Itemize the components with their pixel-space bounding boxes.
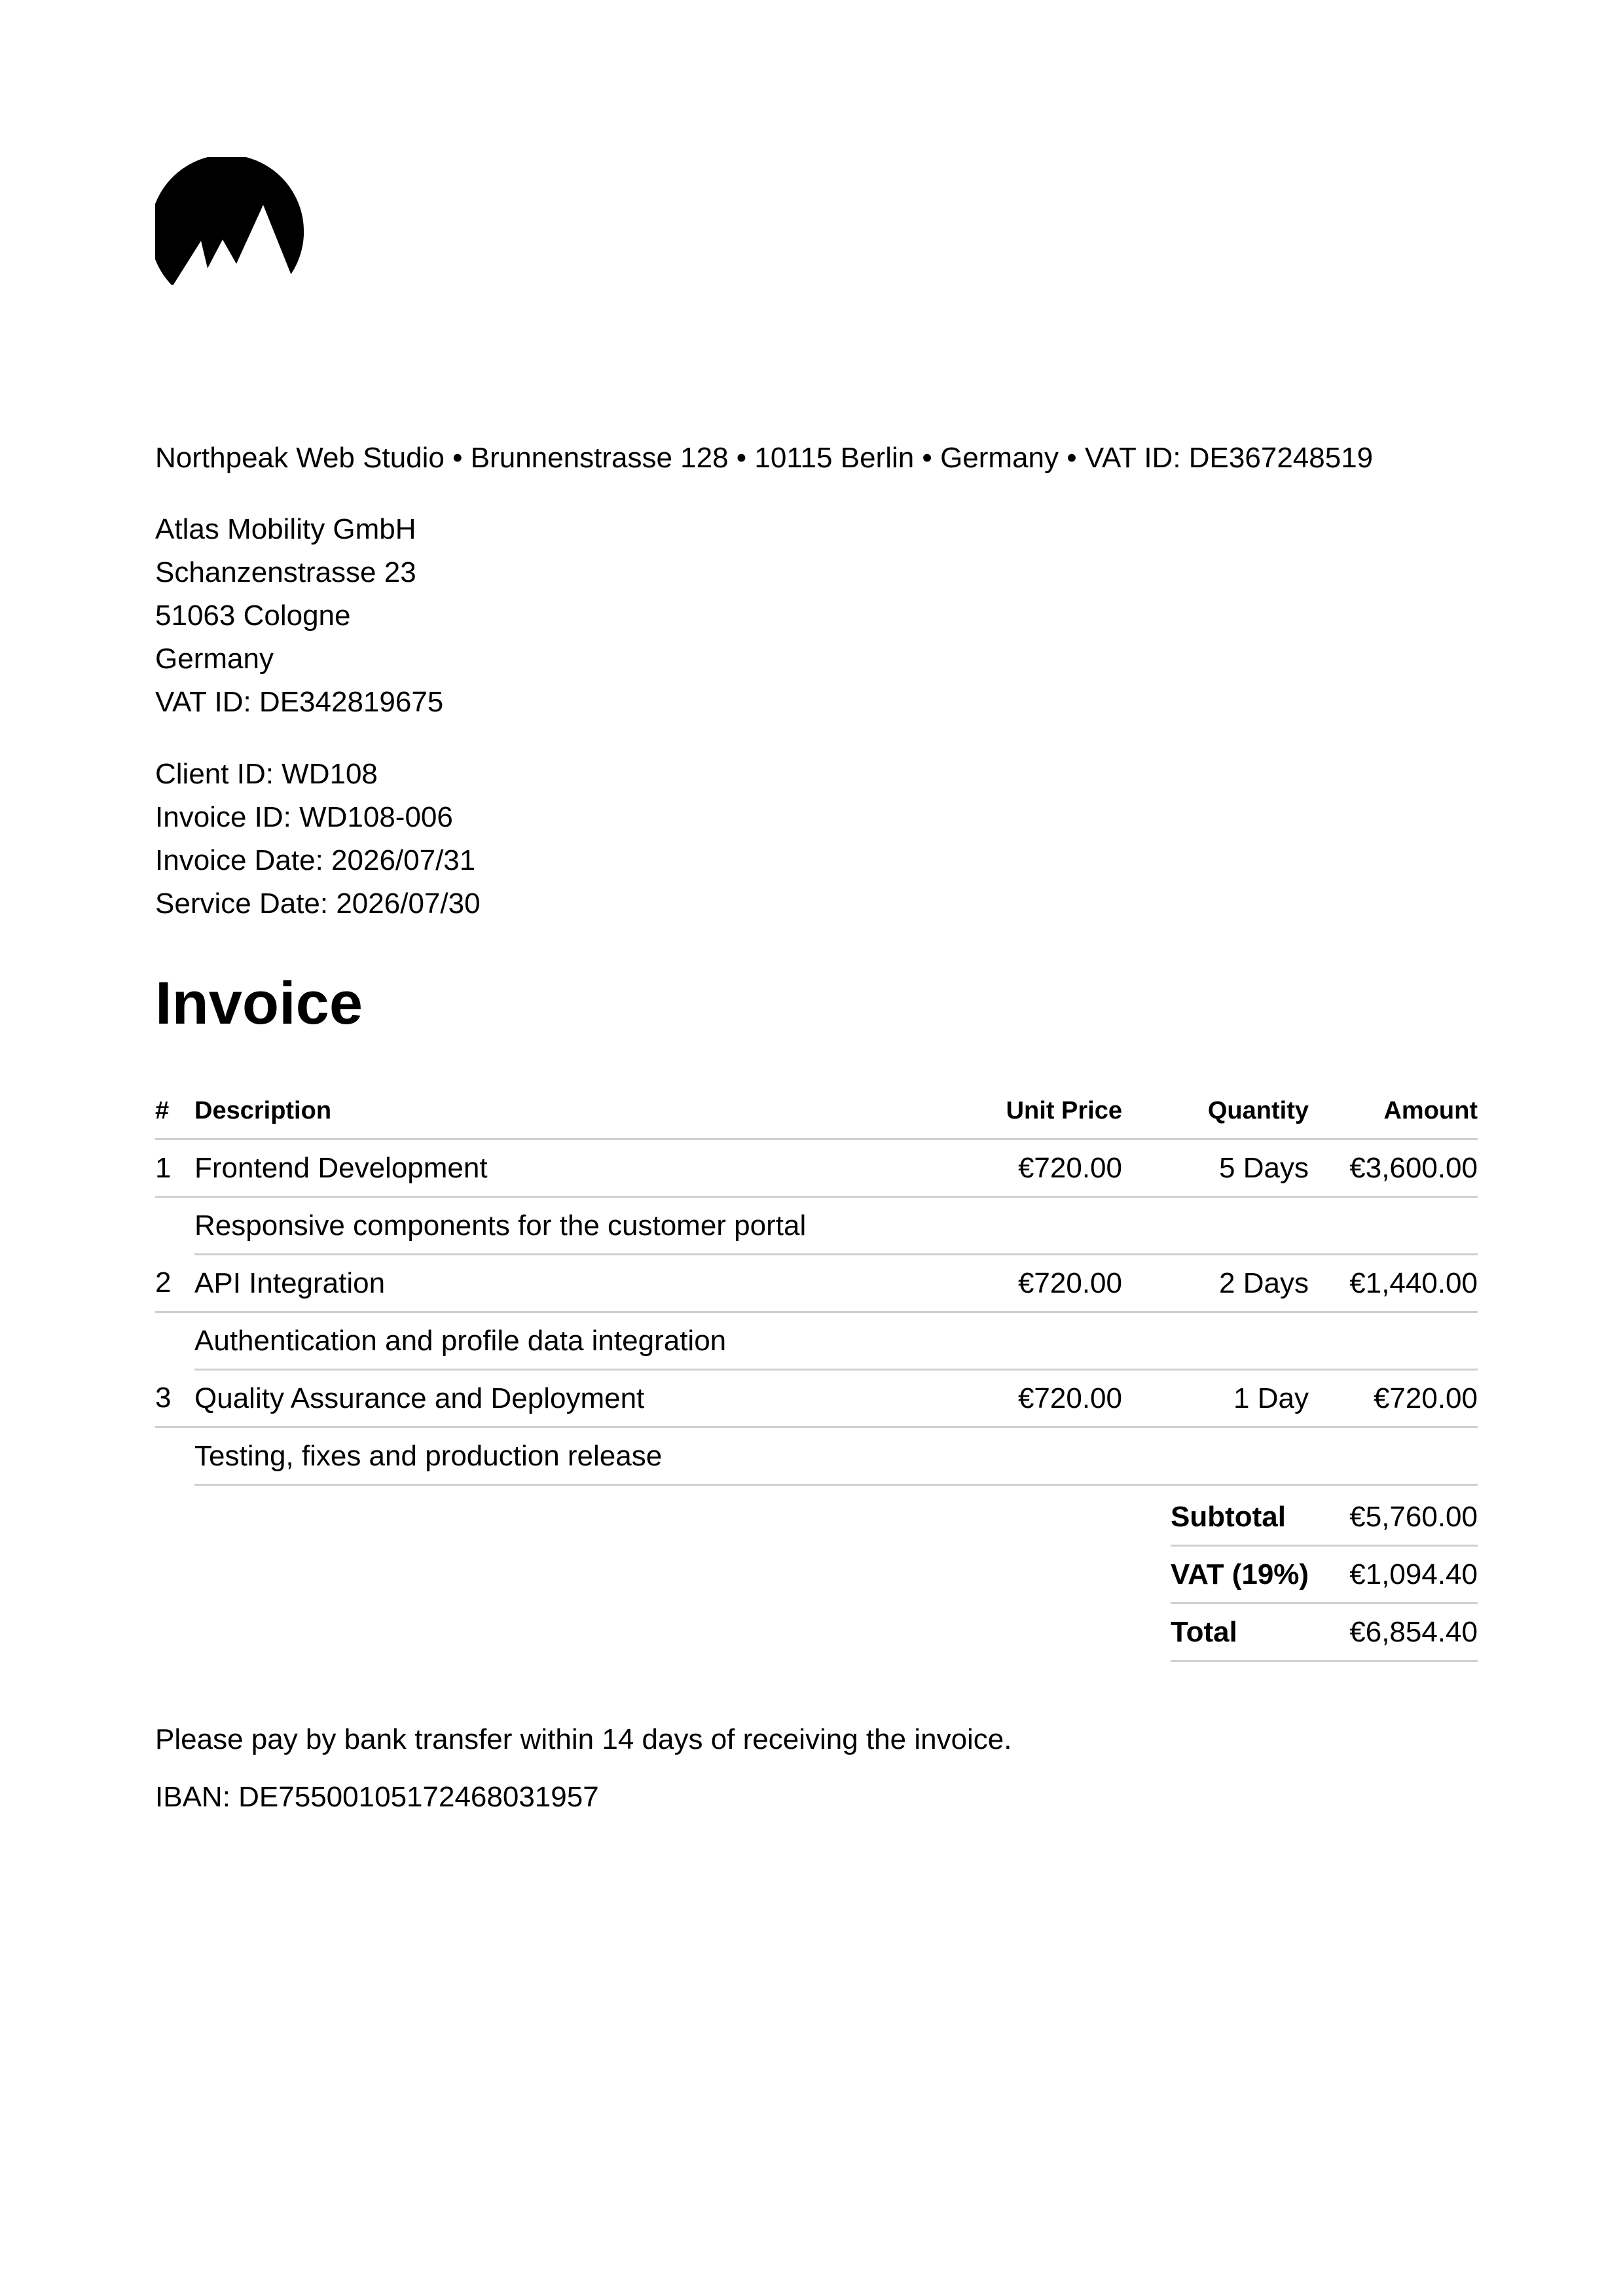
- header-amount: Amount: [1309, 1083, 1478, 1139]
- table-detail-row: [155, 1197, 1478, 1255]
- item-detail: Testing, fixes and production release: [194, 1427, 1478, 1485]
- item-unit-price: €720.00: [939, 1370, 1122, 1427]
- item-description: Frontend Development: [194, 1139, 939, 1197]
- vat-value: €1,094.40: [1330, 1546, 1478, 1604]
- table-header-row: [155, 1083, 1478, 1139]
- recipient-vat: VAT ID: DE342819675: [155, 686, 444, 718]
- table-row: [155, 1255, 1478, 1312]
- vat-row: [1171, 1546, 1478, 1604]
- table-detail-row: [155, 1427, 1478, 1485]
- item-unit-price: €720.00: [939, 1255, 1122, 1312]
- item-quantity: 2 Days: [1122, 1255, 1309, 1312]
- item-quantity: 1 Day: [1122, 1370, 1309, 1427]
- item-amount: €720.00: [1309, 1370, 1478, 1427]
- item-unit-price: €720.00: [939, 1139, 1122, 1197]
- item-num: 3: [155, 1370, 194, 1427]
- table-row: [155, 1139, 1478, 1197]
- client-id: Client ID: WD108: [155, 758, 378, 790]
- detail-spacer: [155, 1312, 194, 1370]
- service-date: Service Date: 2026/07/30: [155, 888, 481, 920]
- invoice-title: Invoice: [155, 970, 363, 1037]
- header-num: #: [155, 1083, 194, 1139]
- payment-note: Please pay by bank transfer within 14 days of receiving the invoice.: [155, 1723, 1012, 1755]
- invoice-id: Invoice ID: WD108-006: [155, 801, 453, 833]
- subtotal-value: €5,760.00: [1330, 1489, 1478, 1546]
- item-detail: Responsive components for the customer portal: [194, 1197, 1478, 1255]
- table-detail-row: [155, 1312, 1478, 1370]
- item-amount: €3,600.00: [1309, 1139, 1478, 1197]
- detail-spacer: [155, 1197, 194, 1255]
- total-value: €6,854.40: [1330, 1604, 1478, 1661]
- invoice-date: Invoice Date: 2026/07/31: [155, 844, 476, 876]
- header-quantity: Quantity: [1122, 1083, 1309, 1139]
- item-quantity: 5 Days: [1122, 1139, 1309, 1197]
- recipient-street: Schanzenstrasse 23: [155, 556, 416, 588]
- totals-table: [1171, 1489, 1478, 1662]
- recipient-city: 51063 Cologne: [155, 600, 351, 632]
- subtotal-row: [1171, 1489, 1478, 1546]
- sender-line: Northpeak Web Studio • Brunnenstrasse 128 • 10115 Berlin • Germany • VAT ID: DE367248519: [155, 442, 1374, 474]
- recipient-country: Germany: [155, 643, 274, 675]
- recipient-name: Atlas Mobility GmbH: [155, 513, 416, 545]
- mountain-logo-icon: [155, 157, 309, 285]
- item-detail: Authentication and profile data integration: [194, 1312, 1478, 1370]
- total-label: Total: [1171, 1604, 1330, 1661]
- detail-spacer: [155, 1427, 194, 1485]
- invoice-meta: [155, 753, 481, 925]
- iban: IBAN: DE75500105172468031957: [155, 1781, 599, 1813]
- item-num: 1: [155, 1139, 194, 1197]
- item-num: 2: [155, 1255, 194, 1312]
- header-unit-price: Unit Price: [939, 1083, 1122, 1139]
- item-description: API Integration: [194, 1255, 939, 1312]
- table-row: [155, 1370, 1478, 1427]
- line-items-table: [155, 1083, 1478, 1486]
- item-description: Quality Assurance and Deployment: [194, 1370, 939, 1427]
- item-amount: €1,440.00: [1309, 1255, 1478, 1312]
- header-description: Description: [194, 1083, 939, 1139]
- total-row: [1171, 1604, 1478, 1661]
- vat-label: VAT (19%): [1171, 1546, 1330, 1604]
- recipient-address: [155, 508, 443, 724]
- subtotal-label: Subtotal: [1171, 1489, 1330, 1546]
